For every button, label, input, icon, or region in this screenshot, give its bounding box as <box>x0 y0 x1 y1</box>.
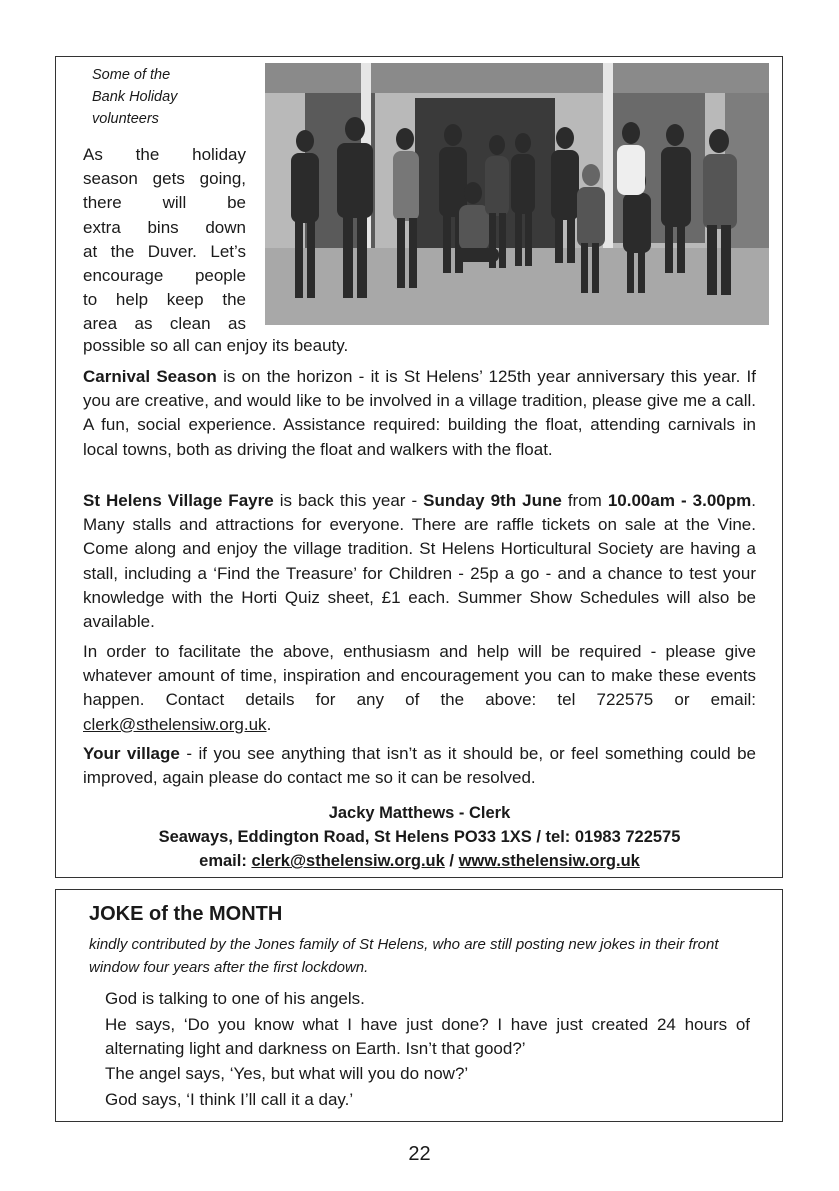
carnival-text: is on the horizon - it is St Helens’ 125th year anniversary this year. If you are creative, and would like to be involved in a village tradition, please give me a call. A fun, social experience. Assistance required: building the float, attending carnivals in local towns, both as driving the float and walkers with the float. <box>83 367 756 459</box>
fayre-date: Sunday 9th June <box>423 491 562 510</box>
joke-line: The angel says, ‘Yes, but what will you do now?’ <box>105 1064 469 1083</box>
page-number: 22 <box>408 1143 431 1165</box>
joke-intro: kindly contributed by the Jones family of St Helens, who are still posting new jokes in their front window four years after the first lockdown. <box>89 936 719 976</box>
text-line: at the Duver. Let’s <box>83 241 246 261</box>
text-line: As the holiday <box>83 145 246 164</box>
facilitate-text: In order to facilitate the above, enthusiasm and help will be required - please give whatever amount of time, inspiration and encouragement you can to make these events happen. Contact details for any of the above: tel 722575 or email: <box>83 642 756 710</box>
joke-title: JOKE of the MONTH <box>89 903 283 925</box>
fayre-text: from <box>561 491 608 510</box>
joke-line: He says, ‘Do you know what I have just done? I have just created 24 hours of alternating light and darkness on Earth. Isn’t that good?’ <box>105 1014 750 1058</box>
village-heading: Your village <box>83 744 180 763</box>
clerk-email-link[interactable]: clerk@sthelensiw.org.uk <box>83 714 267 734</box>
caption-line: volunteers <box>92 111 159 127</box>
email-label: email: <box>199 852 252 870</box>
text-line: extra bins down <box>83 217 246 237</box>
carnival-paragraph <box>83 365 756 462</box>
facilitate-end: . <box>266 714 272 734</box>
fayre-paragraph <box>83 489 756 634</box>
text-line: to help keep the <box>83 290 246 310</box>
photo-caption <box>92 64 262 130</box>
signature-address: Seaways, Eddington Road, St Helens PO33 1XS / tel: 01983 722575 <box>158 828 681 846</box>
intro-wrapped-text <box>83 143 246 337</box>
signature-email-link[interactable]: clerk@sthelensiw.org.uk <box>251 852 445 870</box>
village-text: - if you see anything that isn’t as it should be, or feel something could be improved, again please do contact me so it can be resolved. <box>83 744 756 788</box>
signature-contact <box>83 849 756 873</box>
intro-tail: possible so all can enjoy its beauty. <box>83 336 349 355</box>
website-link[interactable]: www.sthelensiw.org.uk <box>458 852 640 870</box>
facilitate-paragraph <box>83 640 756 737</box>
village-paragraph <box>83 742 756 790</box>
caption-line: Some of the <box>92 67 171 83</box>
fayre-text: is back this year - <box>273 491 424 510</box>
carnival-heading: Carnival Season <box>83 367 217 386</box>
joke-line: God says, ‘I think I’ll call it a day.’ <box>105 1089 354 1109</box>
fayre-heading: St Helens Village Fayre <box>83 491 274 510</box>
joke-lines <box>105 987 750 1113</box>
fayre-time: 10.00am - 3.00pm <box>607 491 752 510</box>
joke-line: God is talking to one of his angels. <box>105 989 365 1008</box>
fayre-text: . Many stalls and attractions for everyone. There are raffle tickets on sale at the Vine. Come along and enjoy the village tradition. St Helens Horticultural Society are having a stall, including a ‘Find the Treasure’ for Children - 25p a go - and a chance to test your knowledge with the Horti Quiz sheet, £1 each. Summer Show Schedules will also be available. <box>83 491 756 632</box>
signature-name: Jacky Matthews - Clerk <box>328 804 511 822</box>
caption-line: Bank Holiday <box>92 89 178 105</box>
text-line: season gets going, <box>83 169 246 189</box>
text-line: area as clean as <box>83 314 246 334</box>
text-line: there will be <box>83 193 246 213</box>
volunteers-photo <box>265 63 769 325</box>
signature-block <box>83 801 756 873</box>
separator: / <box>444 852 459 870</box>
text-line: encourage people <box>83 266 246 286</box>
